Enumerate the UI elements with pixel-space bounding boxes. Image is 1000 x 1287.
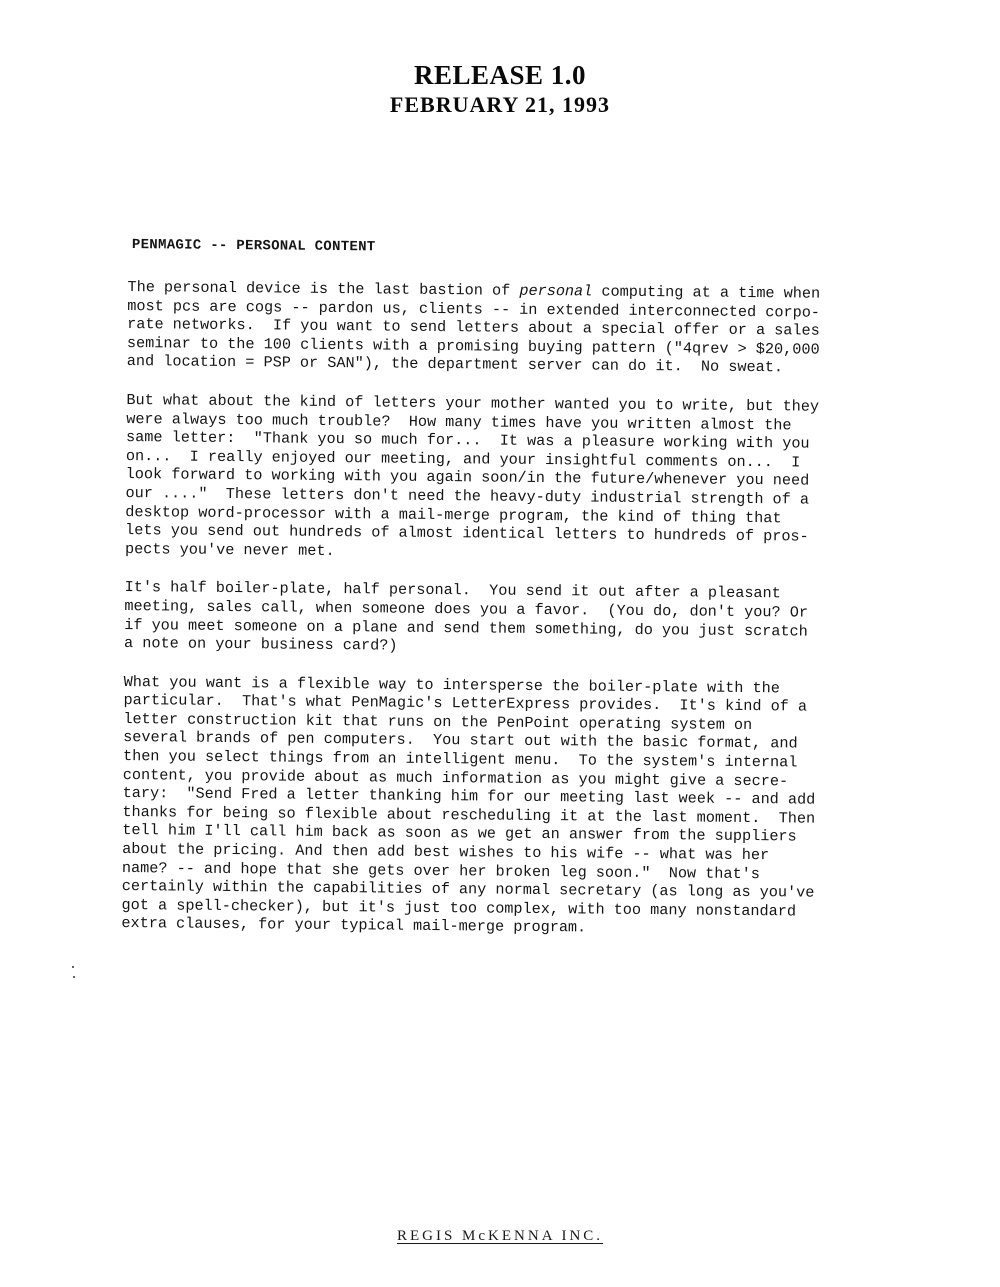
paragraph bbox=[125, 391, 895, 566]
text-line: if you meet someone on a plane and send them something, do you just scratch bbox=[124, 615, 808, 641]
text-line: on... I really enjoyed our meeting, and your insightful comments on... I bbox=[125, 446, 801, 472]
text-line: desktop word-processor with a mail-merge program, the kind of thing that bbox=[125, 502, 782, 527]
text-line: It's half boiler-plate, half personal. You send it out after a pleasant bbox=[124, 578, 781, 603]
text-line: look forward to working with you again soon/in the future/whenever you need bbox=[125, 465, 810, 490]
document-header bbox=[0, 58, 1000, 118]
text-line: meeting, sales call, when someone does you a favor. (You do, don't you? Or bbox=[124, 596, 809, 622]
text-line: same letter: "Thank you so much for... It was a pleasure working with you bbox=[125, 428, 810, 453]
text-line: But what about the kind of letters your mother wanted you to write, but they bbox=[126, 390, 820, 416]
text-line: thanks for being so flexible about rescheduling it at the last moment. Then bbox=[122, 802, 816, 828]
text-line: What you want is a flexible way to intersperse the boiler-plate with the bbox=[123, 672, 780, 697]
text-line: rate networks. If you want to send letters about a special offer or a sales bbox=[127, 315, 820, 340]
paragraph bbox=[121, 673, 891, 941]
text-line: lets you send out hundreds of almost identical letters to hundreds of pros- bbox=[125, 521, 809, 546]
release-title: RELEASE 1.0 bbox=[413, 60, 587, 90]
text-line: several brands of pen computers. You start out with the basic format, and bbox=[123, 728, 798, 753]
section-heading: PENMAGIC -- PERSONAL CONTENT bbox=[131, 237, 376, 256]
paragraph bbox=[124, 578, 893, 660]
text-line: then you select things from an intelligent menu. To the system's internal bbox=[122, 747, 798, 772]
text-line: particular. That's what PenMagic's LetterExpress provides. It's kind of a bbox=[123, 691, 808, 716]
text-line: name? -- and hope that she gets over her broken leg soon." Now that's bbox=[121, 858, 760, 883]
text-line: about the pricing. And then add best wishes to his wife -- what was her bbox=[122, 840, 770, 865]
text-line: were always too much trouble? How many times have you written almost the bbox=[126, 409, 792, 434]
company-footer bbox=[0, 1228, 1000, 1245]
text-line: tell him I'll call him back as soon as we get an answer from the suppliers bbox=[122, 821, 797, 846]
text-line: seminar to the 100 clients with a promising buying pattern ("4qrev > $20,000 bbox=[126, 333, 820, 359]
text-line: The personal device is the last bastion of personal computing at a time when bbox=[127, 277, 821, 303]
text-line: our ...." These letters don't need the heavy-duty industrial strength of a bbox=[125, 483, 810, 509]
text-line: certainly within the capabilities of any normal secretary (as long as you've bbox=[121, 877, 815, 902]
text-line: got a spell-checker), but it's just too complex, with too many nonstandard bbox=[121, 895, 797, 921]
company-name: REGIS McKENNA INC. bbox=[396, 1228, 604, 1244]
text-line: a note on your business card?) bbox=[124, 634, 398, 655]
release-date: FEBRUARY 21, 1993 bbox=[389, 92, 611, 117]
paragraph-list bbox=[121, 278, 895, 940]
text-line: most pcs are cogs -- pardon us, clients -- in extended interconnected corpo- bbox=[127, 296, 821, 322]
text-line: tary: "Send Fred a letter thanking him for our meeting last week -- and add bbox=[122, 784, 816, 809]
text-line: letter construction kit that runs on the PenPoint operating system on bbox=[123, 709, 753, 734]
article-body bbox=[121, 236, 896, 960]
paragraph bbox=[127, 278, 896, 378]
text-line: extra clauses, for your typical mail-merge program. bbox=[121, 914, 587, 937]
text-line: content, you provide about as much information as you might give a secre- bbox=[122, 765, 789, 791]
scan-speck bbox=[73, 976, 75, 978]
scan-speck bbox=[72, 966, 74, 968]
text-line: and location = PSP or SAN"), the department server can do it. No sweat. bbox=[126, 352, 784, 377]
text-line: pects you've never met. bbox=[124, 539, 335, 560]
